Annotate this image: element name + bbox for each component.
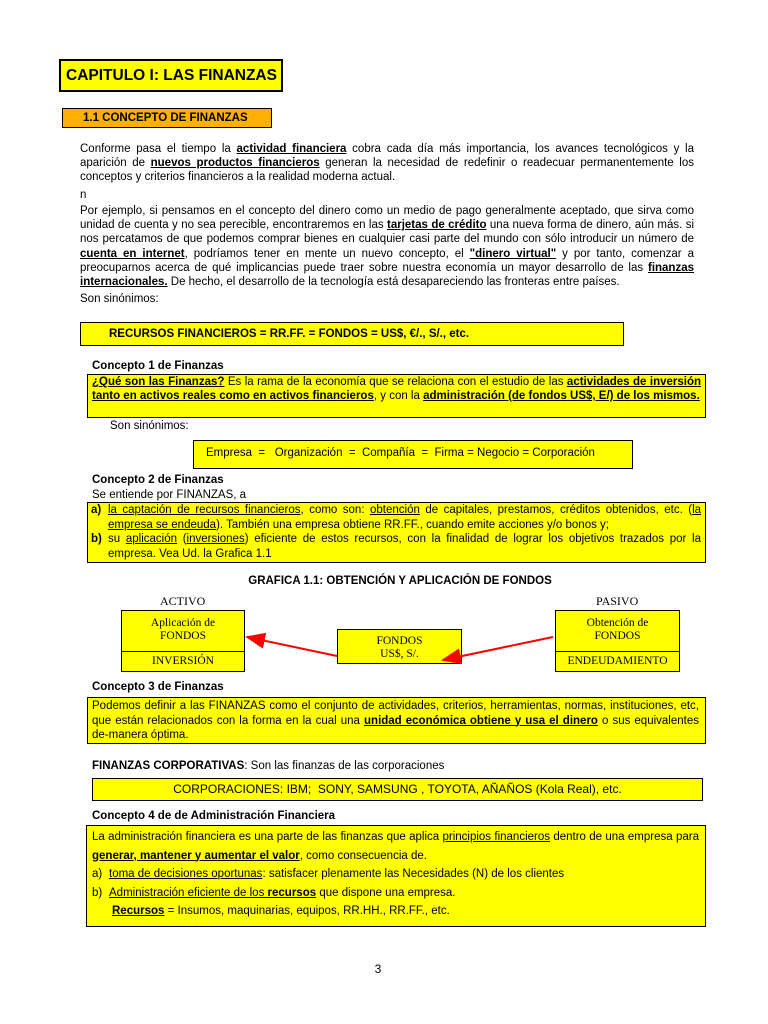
list-item: a) la captación de recursos financieros, como son: obtención de capitales, prestamos, créditos obtenidos, etc. (la empresa se endeuda). También una empresa obtiene RR.FF., cuando emite acciones y/o bonos y; xyxy=(91,504,702,531)
concepto-3-title: Concepto 3 de Finanzas xyxy=(92,681,224,693)
concepto-1-title: Concepto 1 de Finanzas xyxy=(92,360,224,372)
list-item: b) su aplicación (inversiones) eficiente de estos recursos, con la finalidad de lograr los objetivos trazados por la empresa. Vea Ud. la Grafica 1.1 xyxy=(91,533,701,560)
activo-label: ACTIVO xyxy=(160,594,206,608)
aplicacion-fondos-box: Aplicación de FONDOS xyxy=(121,610,245,652)
intro-paragraph-1: Conforme pasa el tiempo la actividad financiera cobra cada día más importancia, los avances tecnológicos y la aparición de nuevos productos financieros generan la necesidad de redefinir o readecuar permanentemente los conceptos y criterios financieros a la realidad moderna actual. xyxy=(80,143,695,184)
concepto-2-title: Concepto 2 de Finanzas xyxy=(92,474,224,486)
intro-paragraph-2: Por ejemplo, si pensamos en el concepto del dinero como un medio de pago generalmente aceptado, que sirva como unidad de cuenta y no sea perecible, encontraremos en las tarjetas de crédito una nueva forma de dinero, aún más. si nos percatamos de que podemos comprar bienes en cualquier casi parte del mundo con sólo introducir un número de cuenta en internet, podríamos tener en mente un nuevo concepto, el "dinero virtual" y por tanto, comenzar a preocuparnos acerca de qué implicancias puede traer sobre nuestra economía un mayor desarrollo de las finanzas internacionales. De hecho, el desarrollo de la tecnología está desapareciendo las fronteras entre países. xyxy=(80,205,694,289)
arrow-to-aplicacion xyxy=(247,637,337,656)
endeudamiento-box: ENDEUDAMIENTO xyxy=(555,651,680,672)
pasivo-label: PASIVO xyxy=(596,594,639,608)
recursos-line: Recursos = Insumos, maquinarias, equipos, RR.HH., RR.FF., etc. xyxy=(112,905,450,917)
corporativas-line: FINANZAS CORPORATIVAS: Son las finanzas de las corporaciones xyxy=(92,760,445,772)
concepto-4-box xyxy=(86,825,706,927)
stray-character: n xyxy=(80,189,87,201)
concepto-1-synonyms-label: Son sinónimos: xyxy=(110,420,189,432)
concepto-1-box: ¿Qué son las Finanzas? Es la rama de la economía que se relaciona con el estudio de las actividades de inversión tanto en activos reales como en activos financieros, y con la administración (de fondos US$, E/) de los mismos. xyxy=(87,374,706,418)
list-item: b) Administración eficiente de los recursos que dispone una empresa. xyxy=(92,886,456,899)
synonyms-label: Son sinónimos: xyxy=(80,293,159,305)
concepto-2-intro: Se entiende por FINANZAS, a xyxy=(92,489,247,501)
corporaciones-box: CORPORACIONES: IBM; SONY, SAMSUNG , TOYOTA, AÑAÑOS (Kola Real), etc. xyxy=(92,778,703,801)
concepto-4-paragraph: La administración financiera es una parte de las finanzas que aplica principios financieros dentro de una empresa para generar, mantener y aumentar el valor, como consecuencia de. xyxy=(92,831,699,862)
concepto-4-title: Concepto 4 de de Administración Financiera xyxy=(92,810,336,822)
obtencion-fondos-box: Obtención de FONDOS xyxy=(555,610,680,652)
fondos-box: FONDOS US$, S/. xyxy=(337,629,462,664)
inversion-box: INVERSIÓN xyxy=(121,651,245,672)
chapter-title: CAPITULO I: LAS FINANZAS xyxy=(59,59,283,92)
section-title: 1.1 CONCEPTO DE FINANZAS xyxy=(62,108,272,128)
synonyms-box: Empresa = Organización = Compañía = Firma = Negocio = Corporación xyxy=(193,440,633,469)
page-number: 3 xyxy=(374,962,382,976)
grafica-title: GRAFICA 1.1: OBTENCIÓN Y APLICACIÓN DE FONDOS xyxy=(248,575,552,587)
concepto-3-box: Podemos definir a las FINANZAS como el conjunto de actividades, criterios, herramientas, normas, instituciones, etc, que están relacionados con la forma en la cual una unidad económica obtiene y usa el dinero o sus equivalentes de-manera óptima. xyxy=(87,697,706,744)
resources-box: RECURSOS FINANCIEROS = RR.FF. = FONDOS = US$, €/., S/., etc. xyxy=(80,322,624,346)
arrow-to-fondos xyxy=(443,637,553,660)
list-item: a) toma de decisiones oportunas: satisfacer plenamente las Necesidades (N) de los clientes xyxy=(92,868,565,880)
